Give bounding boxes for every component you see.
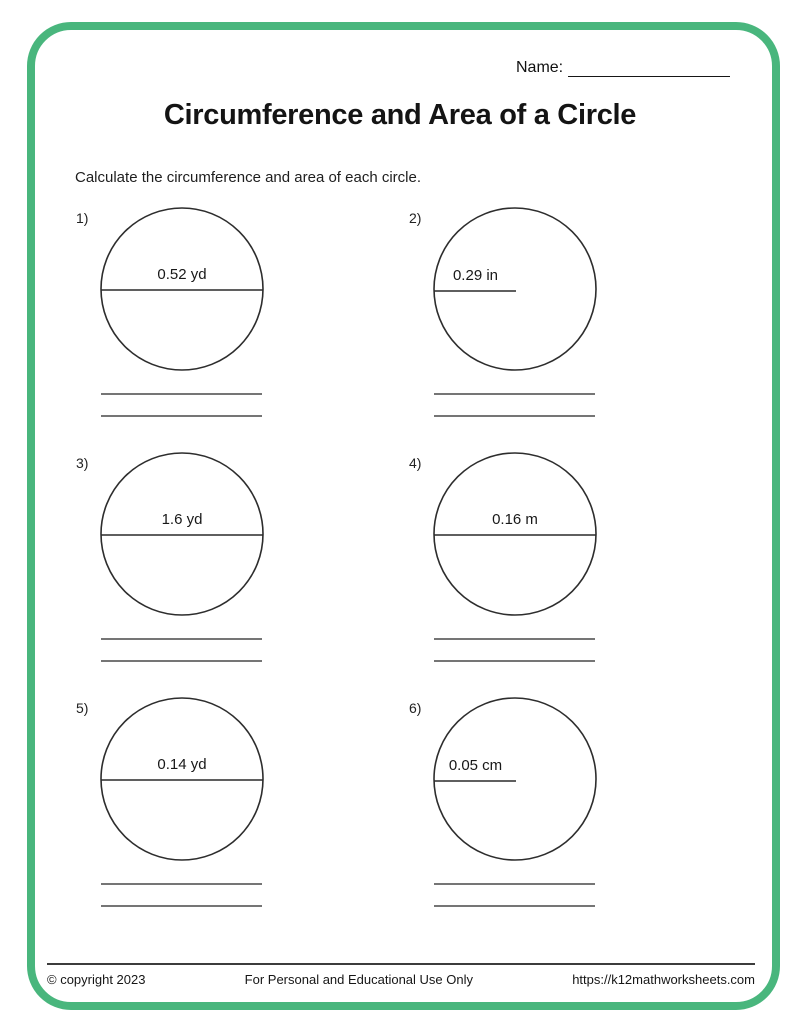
answer-line xyxy=(434,393,595,395)
footer-copyright: © copyright 2023 xyxy=(47,972,146,987)
circle-shape xyxy=(101,698,263,860)
circle-diagram xyxy=(395,205,725,423)
question-cell xyxy=(62,450,392,668)
measurement-label: 0.14 yd xyxy=(157,756,207,773)
answer-line xyxy=(434,905,595,907)
answer-line xyxy=(101,905,262,907)
measurement-label: 1.6 yd xyxy=(161,511,203,528)
circle-diagram xyxy=(395,450,725,668)
circle-shape xyxy=(434,698,596,860)
answer-line xyxy=(434,638,595,640)
question-number: 2) xyxy=(409,210,422,226)
footer-usage: For Personal and Educational Use Only xyxy=(244,972,474,987)
circle-shape xyxy=(434,208,596,370)
measurement-label: 0.05 cm xyxy=(448,757,503,774)
question-cell xyxy=(395,205,725,423)
question-number: 3) xyxy=(76,455,89,471)
answer-line xyxy=(101,883,262,885)
circle-diagram xyxy=(395,695,725,913)
circle-diagram xyxy=(62,695,392,913)
circle-diagram xyxy=(62,205,392,423)
circle-shape xyxy=(101,208,263,370)
question-cell xyxy=(395,450,725,668)
question-cell xyxy=(62,695,392,913)
footer-url: https://k12mathworksheets.com xyxy=(572,972,755,987)
circle-diagram xyxy=(62,450,392,668)
instruction-text: Calculate the circumference and area of each circle. xyxy=(75,169,422,186)
page-title: Circumference and Area of a Circle xyxy=(163,99,637,131)
circle-shape xyxy=(101,453,263,615)
answer-line xyxy=(434,883,595,885)
circle-shape xyxy=(434,453,596,615)
question-cell xyxy=(395,695,725,913)
question-number: 4) xyxy=(409,455,422,471)
question-number: 6) xyxy=(409,700,422,716)
name-blank-line xyxy=(568,59,730,77)
answer-line xyxy=(101,415,262,417)
answer-line xyxy=(101,393,262,395)
name-label: Name: xyxy=(516,59,564,76)
answer-line xyxy=(434,660,595,662)
answer-line xyxy=(101,660,262,662)
footer-divider xyxy=(47,963,755,965)
name-row xyxy=(516,59,730,77)
question-number: 5) xyxy=(76,700,89,716)
measurement-label: 0.29 in xyxy=(452,267,499,284)
footer xyxy=(47,972,755,987)
answer-line xyxy=(434,415,595,417)
measurement-label: 0.52 yd xyxy=(157,266,207,283)
measurement-label: 0.16 m xyxy=(492,511,538,528)
question-number: 1) xyxy=(76,210,89,226)
question-cell xyxy=(62,205,392,423)
answer-line xyxy=(101,638,262,640)
